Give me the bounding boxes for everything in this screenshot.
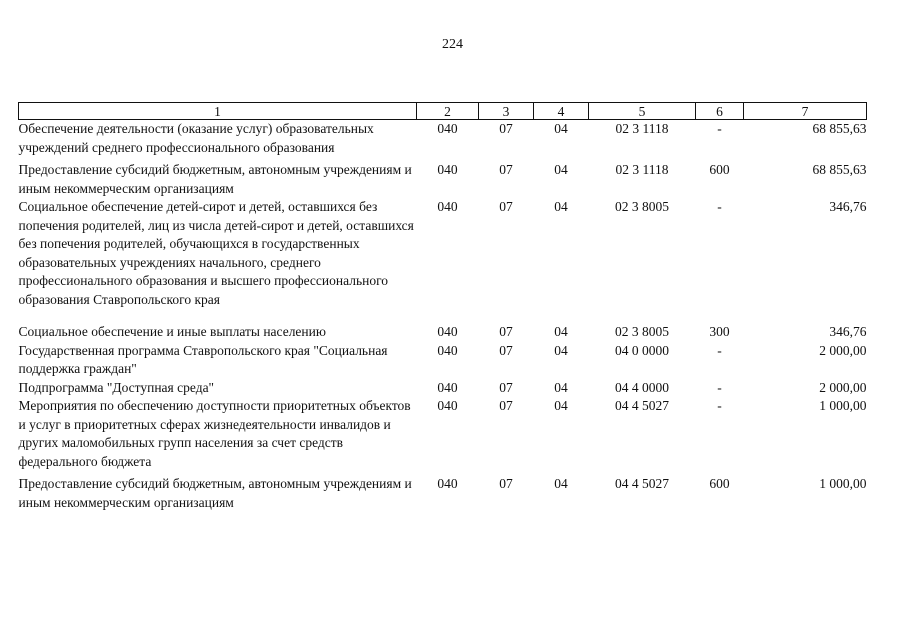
row-section: 07	[499, 199, 513, 214]
row-ministry: 040	[437, 199, 458, 214]
header-col-3: 3	[479, 103, 534, 120]
row-target: 04 4 0000	[615, 379, 669, 395]
row-name: Социальное обеспечение детей-сирот и детей, оставшихся без попечения родителей, лиц из числа детей-сирот и детей, оставшихся без попечения родителей, обучающихся в государственных образовательных учреждениях начального, среднего профессионального образования и высшего профессионального образования Ставропольского края	[18, 199, 414, 307]
row-ministry: 040	[437, 398, 458, 413]
row-section: 07	[499, 324, 513, 339]
row-subsection: 04	[554, 398, 568, 413]
row-subsection: 04	[554, 121, 568, 136]
row-amount: 1 000,00	[819, 476, 867, 491]
row-amount: 2 000,00	[819, 379, 867, 395]
row-subsection: 04	[554, 379, 568, 395]
row-target: 04 0 0000	[615, 342, 669, 358]
row-subsection: 04	[554, 324, 568, 339]
row-amount: 68 855,63	[812, 162, 867, 177]
row-ministry: 040	[437, 476, 458, 491]
row-name: Предоставление субсидий бюджетным, автономным учреждениям и иным некоммерческим организациям	[18, 162, 412, 196]
page-number: 224	[442, 37, 463, 52]
table-row	[19, 120, 867, 162]
row-target: 04 4 5027	[615, 398, 669, 413]
table-row	[19, 342, 867, 379]
row-target: 02 3 1118	[615, 162, 669, 177]
row-expense-type: 600	[709, 162, 730, 177]
row-expense-type: -	[717, 398, 722, 413]
row-subsection: 04	[554, 342, 568, 358]
table-row	[19, 397, 867, 475]
row-ministry: 040	[437, 324, 458, 339]
table-row	[19, 475, 867, 512]
row-expense-type: 300	[709, 324, 730, 339]
header-col-4: 4	[534, 103, 589, 120]
table-row	[19, 379, 867, 398]
row-expense-type: -	[717, 379, 722, 395]
row-expense-type: -	[717, 342, 722, 358]
row-section: 07	[499, 121, 513, 136]
table-row	[19, 198, 867, 323]
row-section: 07	[499, 379, 513, 395]
row-expense-type: -	[717, 121, 722, 136]
row-target: 02 3 1118	[615, 121, 669, 136]
row-subsection: 04	[554, 162, 568, 177]
row-expense-type: 600	[709, 476, 730, 491]
row-name: Мероприятия по обеспечению доступности приоритетных объектов и услуг в приоритетных сферах жизнедеятельности инвалидов и других маломобильных групп населения за счет средств федерального бюджета	[18, 398, 411, 469]
row-section: 07	[499, 398, 513, 413]
row-expense-type: -	[717, 199, 722, 214]
row-amount: 2 000,00	[819, 342, 867, 358]
header-col-5: 5	[589, 103, 696, 120]
row-name: Предоставление субсидий бюджетным, автономным учреждениям и иным некоммерческим организациям	[18, 476, 412, 510]
header-col-2: 2	[417, 103, 479, 120]
row-target: 02 3 8005	[615, 199, 669, 214]
row-section: 07	[499, 162, 513, 177]
header-col-6: 6	[696, 103, 744, 120]
row-ministry: 040	[437, 121, 458, 136]
budget-table	[18, 102, 867, 512]
header-row	[19, 103, 867, 120]
row-ministry: 040	[437, 342, 458, 358]
row-subsection: 04	[554, 199, 568, 214]
row-section: 07	[499, 342, 513, 358]
row-target: 04 4 5027	[615, 476, 669, 491]
row-ministry: 040	[437, 379, 458, 395]
row-name: Государственная программа Ставропольского края "Социальная поддержка граждан"	[18, 342, 388, 376]
row-amount: 1 000,00	[819, 398, 867, 413]
row-section: 07	[499, 476, 513, 491]
table-row	[19, 323, 867, 342]
row-subsection: 04	[554, 476, 568, 491]
row-ministry: 040	[437, 162, 458, 177]
header-col-7: 7	[744, 103, 867, 120]
row-amount: 346,76	[829, 199, 867, 214]
row-amount: 68 855,63	[812, 121, 867, 136]
row-name: Обеспечение деятельности (оказание услуг) образовательных учреждений среднего профессионального образования	[18, 121, 374, 155]
table-row	[19, 161, 867, 198]
row-name: Социальное обеспечение и иные выплаты населению	[18, 324, 326, 339]
row-amount: 346,76	[829, 324, 867, 339]
row-target: 02 3 8005	[615, 324, 669, 339]
header-col-1: 1	[19, 103, 417, 120]
row-name: Подпрограмма "Доступная среда"	[18, 379, 215, 395]
